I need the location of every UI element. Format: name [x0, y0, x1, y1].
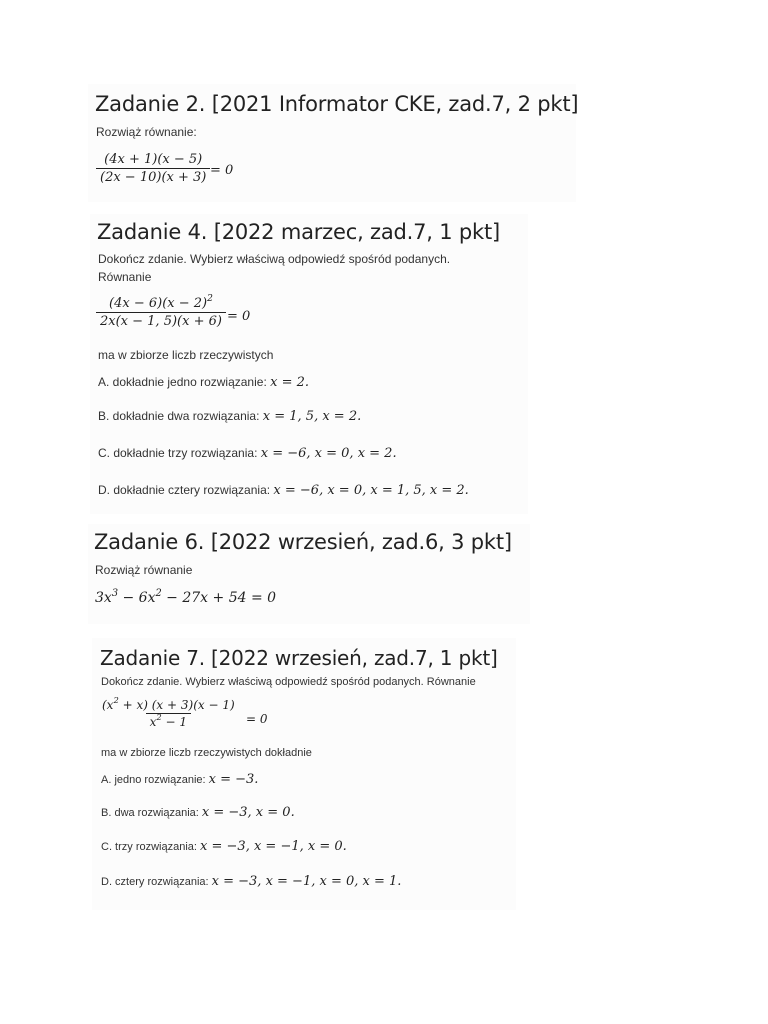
- task-7-fraction: [98, 695, 239, 729]
- task-2-rhs: = 0: [210, 163, 234, 178]
- task-4-option-a: A. dokładnie jedno rozwiązanie: x = 2.: [98, 375, 310, 390]
- task-7-option-b: B. dwa rozwiązania: x = −3, x = 0.: [101, 805, 295, 820]
- task-7-instruction: Dokończ zdanie. Wybierz właściwą odpowiedź spośród podanych. Równanie: [101, 676, 476, 688]
- task-4-lead: Równanie: [98, 270, 152, 284]
- task-2-instruction: Rozwiąż równanie:: [96, 125, 197, 139]
- task-4-numerator: $(4x - 6)(x - 2)^2$: [109, 294, 213, 311]
- task-6-title: Zadanie 6. [2022 wrzesień, zad.6, 3 pkt]: [94, 530, 512, 554]
- task-2-numerator: (4x + 1)(x − 5): [104, 152, 203, 167]
- task-7-option-c: C. trzy rozwiązania: x = −3, x = −1, x = 0.: [101, 839, 347, 854]
- task-7-numerator: $(x^2 + x) (x + 3)(x - 1)$: [102, 695, 235, 712]
- task-4-fraction: [96, 296, 226, 329]
- task-2-fraction: [96, 152, 210, 185]
- task-4: [90, 214, 528, 514]
- task-4-option-d: D. dokładnie cztery rozwiązania: x = −6, x = 0, x = 1, 5, x = 2.: [98, 483, 469, 498]
- task-4-option-c: C. dokładnie trzy rozwiązania: x = −6, x = 0, x = 2.: [98, 446, 397, 461]
- task-6-instruction: Rozwiąż równanie: [95, 563, 193, 577]
- task-4-context: ma w zbiorze liczb rzeczywistych: [98, 348, 274, 362]
- task-2: [88, 84, 579, 202]
- task-2-denominator: (2x − 10)(x + 3): [96, 168, 210, 185]
- task-2-title: Zadanie 2. [2021 Informator CKE, zad.7, 2 pkt]: [95, 92, 579, 116]
- task-7-denominator: $x^2 - 1$: [146, 713, 191, 729]
- task-7-option-d: D. cztery rozwiązania: x = −3, x = −1, x = 0, x = 1.: [101, 874, 402, 889]
- task-4-denominator: 2x(x − 1, 5)(x + 6): [96, 312, 226, 329]
- task-7: [92, 638, 516, 910]
- task-7-title: Zadanie 7. [2022 wrzesień, zad.7, 1 pkt]: [100, 646, 498, 670]
- task-4-instruction: Dokończ zdanie. Wybierz właściwą odpowiedź spośród podanych.: [98, 252, 451, 266]
- task-6-equation: $3x^3 - 6x^2 - 27x + 54 = 0$: [95, 588, 277, 606]
- task-4-rhs: = 0: [227, 309, 251, 324]
- task-4-option-b: B. dokładnie dwa rozwiązania: x = 1, 5, x = 2.: [98, 409, 362, 424]
- task-6: [88, 524, 530, 624]
- task-4-title: Zadanie 4. [2022 marzec, zad.7, 1 pkt]: [97, 220, 500, 244]
- task-7-context: ma w zbiorze liczb rzeczywistych dokładnie: [101, 747, 312, 759]
- task-7-option-a: A. jedno rozwiązanie: x = −3.: [101, 772, 259, 787]
- task-7-rhs: = 0: [246, 712, 268, 726]
